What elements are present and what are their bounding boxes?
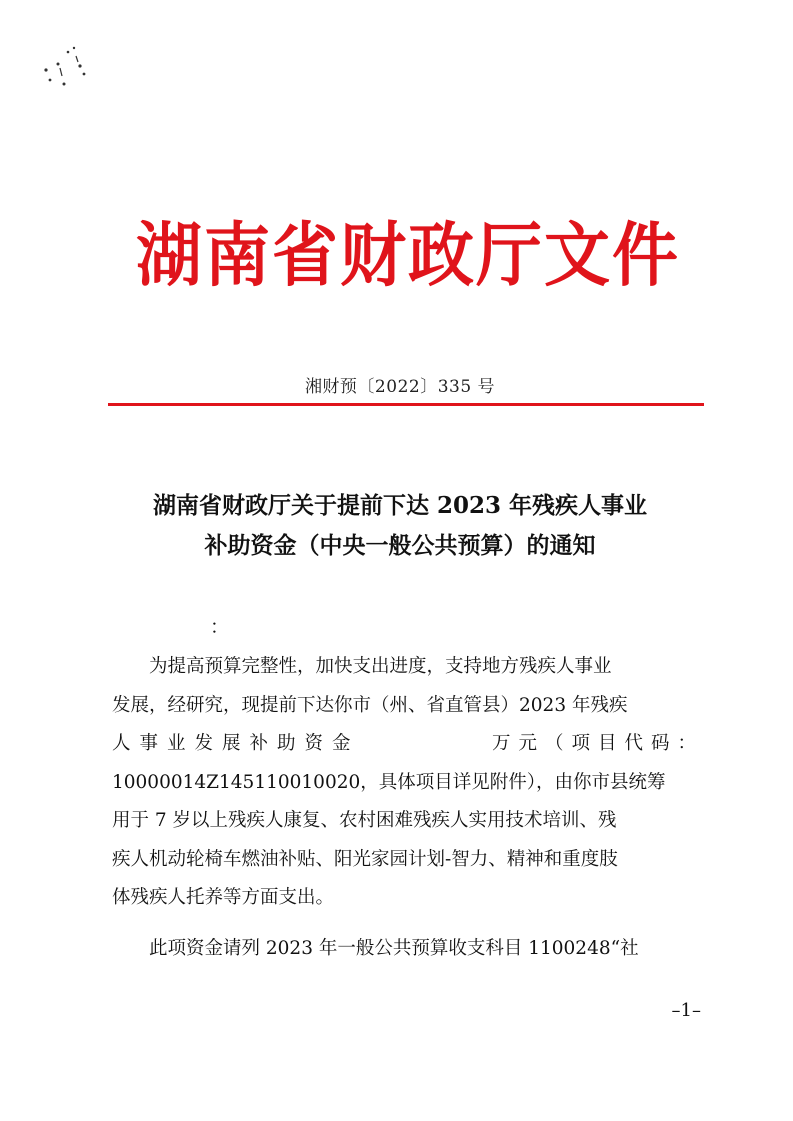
paragraph-1-line (112, 725, 704, 764)
paragraph-1 (112, 648, 704, 918)
paragraph-1-line: 10000014Z145110010020，具体项目详见附件），由你市县统筹 (112, 771, 666, 793)
salutation: ： (210, 616, 230, 638)
document-masthead: 湖南省财政厅文件 (136, 215, 680, 296)
page-number: –1– (671, 1000, 701, 1021)
scan-marks-icon (40, 40, 100, 100)
title-line-2: 补助资金（中央一般公共预算）的通知 (204, 532, 596, 559)
paragraph-2 (112, 930, 704, 969)
document-title (95, 486, 705, 566)
paragraph-1-line-part: 万元（项目代码： (491, 733, 704, 754)
document-number: 湘财预〔2022〕335 号 (304, 377, 496, 397)
red-divider-rule (108, 403, 704, 406)
paragraph-1-line: 体残疾人托养等方面支出。 (112, 887, 335, 908)
paragraph-1-line: 为提高预算完整性，加快支出进度，支持地方残疾人事业 (149, 656, 612, 677)
paragraph-1-line: 用于 7 岁以上残疾人康复、农村困难残疾人实用技术培训、残 (112, 810, 617, 831)
paragraph-2-line: 此项资金请列 2023 年一般公共预算收支科目 1100248“社 (149, 938, 639, 959)
title-line-1: 湖南省财政厅关于提前下达 2023 年残疾人事业 (152, 492, 648, 519)
paragraph-1-line-part: 人事业发展补助资金 (112, 733, 360, 754)
paragraph-1-line: 疾人机动轮椅车燃油补贴、阳光家园计划-智力、精神和重度肢 (112, 848, 618, 870)
paragraph-1-line: 发展，经研究，现提前下达你市（州、省直管县）2023 年残疾 (112, 694, 628, 716)
